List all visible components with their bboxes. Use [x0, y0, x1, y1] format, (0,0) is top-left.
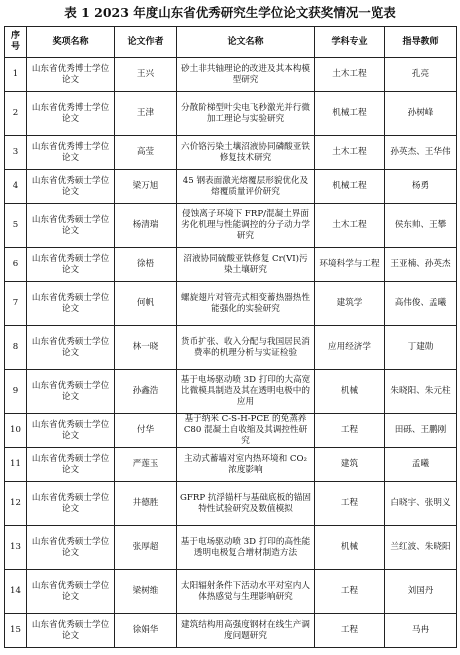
cell-award: 山东省优秀硕士学位论文	[27, 282, 115, 326]
cell-major: 环境科学与工程	[315, 248, 385, 282]
column-header-paper: 论文名称	[177, 27, 315, 58]
cell-advisor: 丁建勋	[385, 326, 457, 370]
table-row	[5, 282, 457, 326]
cell-advisor: 兰红波、朱晓阳	[385, 526, 457, 570]
cell-major: 机械工程	[315, 92, 385, 136]
cell-seq: 1	[5, 58, 27, 92]
cell-seq: 10	[5, 414, 27, 448]
cell-author: 徐梧	[115, 248, 177, 282]
cell-paper: 45 钢表面激光熔覆层形貌优化及熔覆质量评价研究	[177, 170, 315, 204]
table-row	[5, 370, 457, 414]
cell-seq: 15	[5, 614, 27, 648]
cell-author: 徐娟华	[115, 614, 177, 648]
cell-award: 山东省优秀硕士学位论文	[27, 414, 115, 448]
cell-author: 孙鑫浩	[115, 370, 177, 414]
cell-advisor: 杨勇	[385, 170, 457, 204]
cell-seq: 12	[5, 482, 27, 526]
cell-advisor: 白晓宇、张明义	[385, 482, 457, 526]
cell-advisor: 朱晓阳、朱元柱	[385, 370, 457, 414]
cell-author: 梁树维	[115, 570, 177, 614]
table-title: 表 1 2023 年度山东省优秀研究生学位论文获奖情况一览表	[64, 5, 396, 20]
table-row	[5, 248, 457, 282]
cell-major: 建筑	[315, 448, 385, 482]
cell-advisor: 孙英杰、王华伟	[385, 136, 457, 170]
cell-author: 王津	[115, 92, 177, 136]
cell-author: 张厚超	[115, 526, 177, 570]
cell-award: 山东省优秀硕士学位论文	[27, 326, 115, 370]
cell-paper: 基于纳米 C-S-H-PCE 的免蒸养 C80 混凝土自收缩及其调控性研究	[177, 414, 315, 448]
cell-major: 应用经济学	[315, 326, 385, 370]
cell-paper: GFRP 抗浮锚杆与基础底板的锚固特性试验研究及数值模拟	[177, 482, 315, 526]
column-header-author: 论文作者	[115, 27, 177, 58]
cell-seq: 5	[5, 204, 27, 248]
cell-seq: 4	[5, 170, 27, 204]
cell-author: 王兴	[115, 58, 177, 92]
cell-award: 山东省优秀硕士学位论文	[27, 570, 115, 614]
cell-advisor: 侯东帅、王攀	[385, 204, 457, 248]
table-row	[5, 414, 457, 448]
cell-major: 土木工程	[315, 204, 385, 248]
table-row	[5, 170, 457, 204]
cell-major: 工程	[315, 614, 385, 648]
cell-paper: 螺旋翅片对管壳式相变蓄热器热性能强化的实验研究	[177, 282, 315, 326]
cell-paper: 分散阶梯型叶尖电飞秒激光并行微加工理论与实验研究	[177, 92, 315, 136]
cell-paper: 基于电场驱动喷 3D 打印的高性能透明电极复合增材制造方法	[177, 526, 315, 570]
column-header-major: 学科专业	[315, 27, 385, 58]
cell-advisor: 高伟俊、孟曦	[385, 282, 457, 326]
cell-seq: 14	[5, 570, 27, 614]
column-header-seq: 序号	[5, 27, 27, 58]
cell-seq: 8	[5, 326, 27, 370]
cell-paper: 沼液协同硫酸亚铁修复 Cr(VI)污染土壤研究	[177, 248, 315, 282]
cell-advisor: 王亚楠、孙英杰	[385, 248, 457, 282]
cell-paper: 建筑结构用高强度钢材在线生产调度问题研究	[177, 614, 315, 648]
cell-major: 机械	[315, 526, 385, 570]
cell-advisor: 刘国丹	[385, 570, 457, 614]
cell-award: 山东省优秀博士学位论文	[27, 92, 115, 136]
cell-award: 山东省优秀博士学位论文	[27, 136, 115, 170]
cell-major: 机械	[315, 370, 385, 414]
cell-author: 高莹	[115, 136, 177, 170]
table-row	[5, 58, 457, 92]
cell-major: 工程	[315, 570, 385, 614]
cell-author: 何帆	[115, 282, 177, 326]
cell-author: 严莲玉	[115, 448, 177, 482]
cell-seq: 3	[5, 136, 27, 170]
table-row	[5, 570, 457, 614]
cell-seq: 6	[5, 248, 27, 282]
cell-award: 山东省优秀硕士学位论文	[27, 482, 115, 526]
table-header-row	[5, 27, 457, 58]
cell-major: 工程	[315, 482, 385, 526]
cell-seq: 7	[5, 282, 27, 326]
cell-paper: 太阳辐射条件下活动水平对室内人体热感觉与生理影响研究	[177, 570, 315, 614]
cell-award: 山东省优秀硕士学位论文	[27, 248, 115, 282]
cell-major: 建筑学	[315, 282, 385, 326]
cell-award: 山东省优秀硕士学位论文	[27, 614, 115, 648]
cell-paper: 货币扩张、收入分配与我国居民消费率的机理分析与实证检验	[177, 326, 315, 370]
cell-seq: 11	[5, 448, 27, 482]
table-row	[5, 136, 457, 170]
cell-seq: 2	[5, 92, 27, 136]
table-row	[5, 204, 457, 248]
cell-major: 工程	[315, 414, 385, 448]
table-row	[5, 92, 457, 136]
cell-advisor: 孟曦	[385, 448, 457, 482]
cell-advisor: 马冉	[385, 614, 457, 648]
column-header-advisor: 指导教师	[385, 27, 457, 58]
cell-paper: 砂土非共轴理论的改进及其本构模型研究	[177, 58, 315, 92]
cell-paper: 主动式蓄墙对室内热环境和 CO₂浓度影响	[177, 448, 315, 482]
cell-seq: 13	[5, 526, 27, 570]
cell-seq: 9	[5, 370, 27, 414]
cell-major: 机械工程	[315, 170, 385, 204]
award-table	[4, 26, 457, 648]
column-header-award: 奖项名称	[27, 27, 115, 58]
cell-award: 山东省优秀博士学位论文	[27, 58, 115, 92]
table-row	[5, 448, 457, 482]
cell-author: 付华	[115, 414, 177, 448]
table-row	[5, 526, 457, 570]
table-row	[5, 326, 457, 370]
cell-advisor: 田砾、王鹏刚	[385, 414, 457, 448]
cell-award: 山东省优秀硕士学位论文	[27, 370, 115, 414]
cell-author: 杨清瑞	[115, 204, 177, 248]
cell-award: 山东省优秀硕士学位论文	[27, 526, 115, 570]
cell-advisor: 孙树峰	[385, 92, 457, 136]
cell-author: 梁万旭	[115, 170, 177, 204]
cell-advisor: 孔亮	[385, 58, 457, 92]
cell-author: 井德胜	[115, 482, 177, 526]
table-row	[5, 482, 457, 526]
cell-author: 林一晓	[115, 326, 177, 370]
cell-major: 土木工程	[315, 136, 385, 170]
cell-paper: 六价铬污染土壤沼液协同磷酸亚铁修复技术研究	[177, 136, 315, 170]
cell-paper: 基于电场驱动喷 3D 打印的大高宽比微模具制造及其在透明电极中的应用	[177, 370, 315, 414]
cell-award: 山东省优秀硕士学位论文	[27, 448, 115, 482]
table-row	[5, 614, 457, 648]
cell-award: 山东省优秀硕士学位论文	[27, 204, 115, 248]
cell-award: 山东省优秀硕士学位论文	[27, 170, 115, 204]
cell-major: 土木工程	[315, 58, 385, 92]
cell-paper: 侵蚀离子环境下 FRP/混凝土界面劣化机理与性能调控的分子动力学研究	[177, 204, 315, 248]
